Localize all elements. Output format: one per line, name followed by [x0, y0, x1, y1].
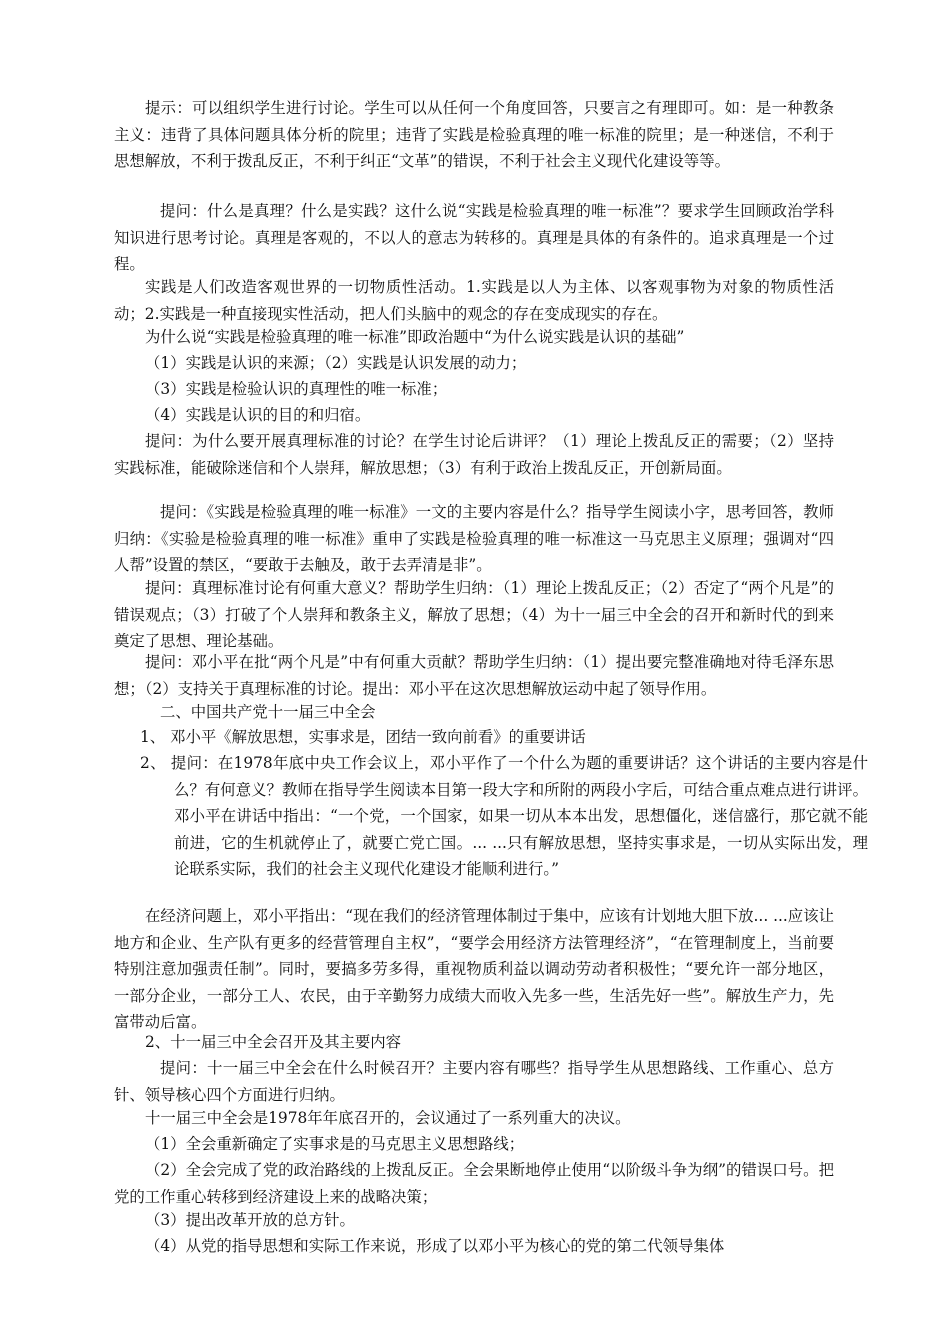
paragraph-point-3: （3）实践是检验认识的真理性的唯一标准； — [145, 380, 448, 398]
paragraph-question-truth: 提问：什么是真理？什么是实践？这什么说“实践是检验真理的唯一标准”？要求学生回顾政治学科知识进行思考讨论。真理是客观的，不以人的意志为转移的。真理是具体的有条件的。追求真理是一个过程。 — [114, 202, 834, 273]
paragraph-economy: 在经济问题上，邓小平指出：“现在我们的经济管理体制过于集中，应该有计划地大胆下放... ...应该让地方和企业、生产队有更多的经营管理自主权”，“要学会用经济方法管理经济”，“在管理制度上，当前要特别注意加强责任制”。同时，要搞多劳多得，重视物质利益以调动劳动者积极性；“要允许一部分地区，一部分企业，一部分工人、农民，由于辛勤努力成绩大而收入先多一些，生活先好一些”。解放生产力，先富带动后富。 — [114, 907, 834, 1031]
paragraph-plenum-point-2: （2）全会完成了党的政治路线的上拨乱反正。全会果断地停止使用“以阶级斗争为纲”的错误口号。把党的工作重心转移到经济建设上来的战略决策； — [114, 1161, 834, 1206]
paragraph-point-1-2: （1）实践是认识的来源；（2）实践是认识发展的动力； — [145, 354, 527, 372]
paragraph-question-significance: 提问：真理标准讨论有何重大意义？帮助学生归纳：（1）理论上拨乱反正；（2）否定了“两个凡是”的错误观点；（3）打破了个人崇拜和教条主义，解放了思想；（4）为十一届三中全会的召开和新时代的到来奠定了思想、理论基础。 — [114, 579, 834, 650]
paragraph-hint: 提示：可以组织学生进行讨论。学生可以从任何一个角度回答，只要言之有理即可。如：是一种教条主义：违背了具体问题具体分析的院里；违背了实践是检验真理的唯一标准的院里；是一种迷信，不利于思想解放，不利于拨乱反正，不利于纠正“文革”的错误，不利于社会主义现代化建设等等。 — [114, 99, 834, 170]
list-item-2: 2、 提问：在1978年底中央工作会议上，邓小平作了一个什么为题的重要讲话？这个讲话的主要内容是什么？有何意义？教师在指导学生阅读本目第一段大字和所附的两段小字后，可结合重点难点进行讲评。邓小平在讲话中指出：“一个党，一个国家，如果一切从本本出发，思想僵化，迷信盛行，那它就不能前进，它的生机就停止了，就要亡党亡国。... ...只有解放思想，坚持实事求是，一切从实际出发，理论联系实际，我们的社会主义现代化建设才能顺利进行。” — [140, 754, 868, 878]
paragraph-question-article: 提问：《实践是检验真理的唯一标准》一文的主要内容是什么？指导学生阅读小字，思考回答，教师归纳：《实验是检验真理的唯一标准》重申了实践是检验真理的唯一标准这一马克思主义原理；强调对“四人帮”设置的禁区，“要敢于去触及，敢于去弄清是非”。 — [114, 503, 834, 574]
subheading-plenum-content: 2、十一届三中全会召开及其主要内容 — [145, 1033, 402, 1051]
paragraph-plenum-point-4: （4）从党的指导思想和实际工作来说，形成了以邓小平为核心的党的第二代领导集体 — [145, 1237, 725, 1255]
list-item-1: 1、 邓小平《解放思想，实事求是，团结一致向前看》的重要讲话 — [140, 728, 586, 746]
paragraph-plenum-point-3: （3）提出改革开放的总方针。 — [145, 1211, 355, 1229]
paragraph-question-plenum: 提问：十一届三中全会在什么时候召开？主要内容有哪些？指导学生从思想路线、工作重心、总方针、领导核心四个方面进行归纳。 — [114, 1059, 834, 1104]
section-heading-plenum: 二、中国共产党十一届三中全会 — [160, 703, 376, 721]
paragraph-point-4: （4）实践是认识的目的和归宿。 — [145, 406, 371, 424]
paragraph-question-deng: 提问：邓小平在批“两个凡是”中有何重大贡献？帮助学生归纳：（1）提出要完整准确地对待毛泽东思想；（2）支持关于真理标准的讨论。提出：邓小平在这次思想解放运动中起了领导作用。 — [114, 653, 834, 698]
paragraph-plenum-point-1: （1）全会重新确定了实事求是的马克思主义思想路线； — [145, 1135, 525, 1153]
paragraph-why-practice: 为什么说“实践是检验真理的唯一标准”即政治题中“为什么说实践是认识的基础” — [145, 328, 685, 346]
paragraph-practice-definition: 实践是人们改造客观世界的一切物质性活动。1.实践是以人为主体、以客观事物为对象的物质性活动；2.实践是一种直接现实性活动，把人们头脑中的观念的存在变成现实的存在。 — [114, 278, 834, 323]
paragraph-plenum-date: 十一届三中全会是1978年年底召开的，会议通过了一系列重大的决议。 — [145, 1109, 631, 1127]
paragraph-question-discussion: 提问：为什么要开展真理标准的讨论？在学生讨论后讲评？（1）理论上拨乱反正的需要；（2）坚持实践标准，能破除迷信和个人崇拜，解放思想；（3）有利于政治上拨乱反正，开创新局面。 — [114, 432, 834, 477]
